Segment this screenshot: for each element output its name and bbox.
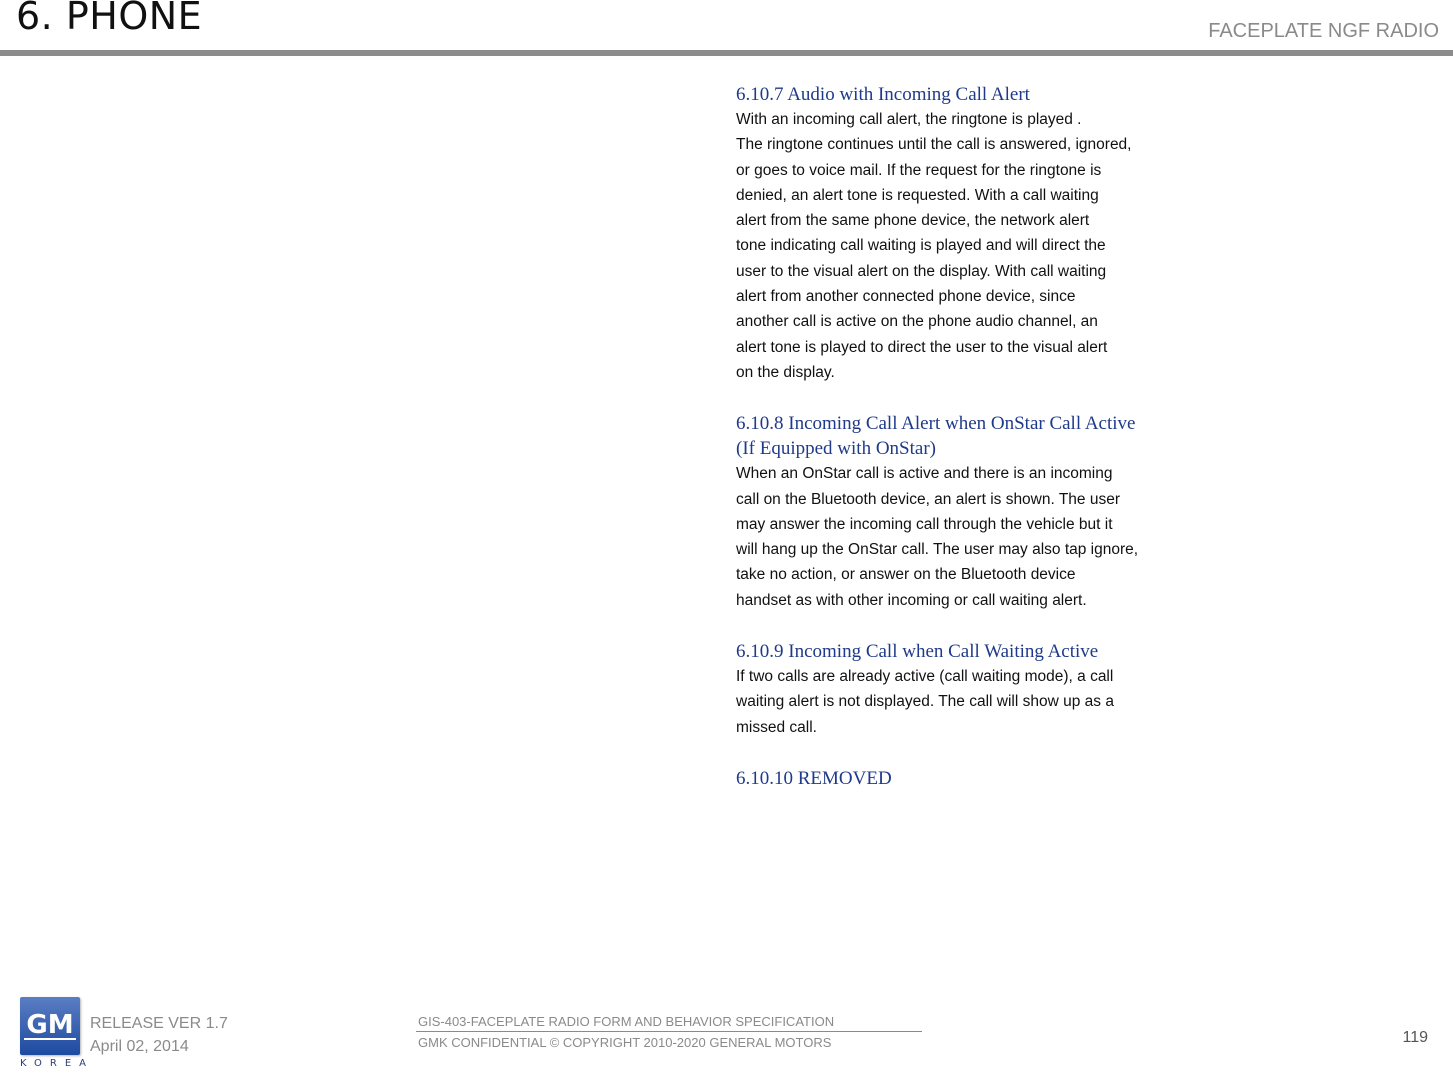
content-column [736,82,1296,817]
section-heading: 6.10.7 Audio with Incoming Call Alert [736,84,1030,105]
section-6-10-9 [736,639,1296,740]
section-heading: 6.10.8 Incoming Call Alert when OnStar Call Active (If Equipped with OnStar) [736,413,1136,460]
page-number: 119 [1402,1029,1428,1046]
section-6-10-8 [736,411,1296,613]
section-body: With an incoming call alert, the ringtone is played . The ringtone continues until the call is answered, ignored, or goes to voice mail. If the request for the ringtone is denied, an alert tone is requested. With a call waiting alert from the same phone device, the network alert tone indicating call waiting is played and will direct the user to the visual alert on the display. With call waiting alert from another connected phone device, since another call is active on the phone audio channel, an alert tone is played to direct the user to the visual alert on the display. [736,111,1132,381]
logo-korea-text: KOREA [20,1058,94,1069]
copyright-notice: GMK CONFIDENTIAL © COPYRIGHT 2010-2020 GENERAL MOTORS [418,1035,832,1050]
document-name: FACEPLATE NGF RADIO [1208,20,1439,42]
section-6-10-7 [736,82,1296,385]
footer-spec [416,1014,922,1050]
header-divider [0,50,1453,56]
section-heading: 6.10.10 REMOVED [736,767,892,789]
logo-gm-text: GM [26,1010,74,1040]
release-version: RELEASE VER 1.7 [90,1015,228,1032]
section-heading: 6.10.9 Incoming Call when Call Waiting Active [736,641,1099,663]
spec-title: GIS-403-FACEPLATE RADIO FORM AND BEHAVIOR SPECIFICATION [416,1014,922,1032]
section-body: If two calls are already active (call waiting mode), a call waiting alert is not displayed. The call will show up as a missed call. [736,668,1114,736]
page-title: 6. PHONE [16,0,203,38]
section-6-10-10 [736,766,1296,791]
gm-logo-icon [20,997,80,1055]
release-info [90,1012,228,1058]
gm-korea-logo [20,997,94,1073]
section-body: When an OnStar call is active and there is an incoming call on the Bluetooth device, an alert is shown. The user may answer the incoming call through the vehicle but it will hang up the OnStar call. The user may also tap ignore, take no action, or answer on the Bluetooth device handset as with other incoming or call waiting alert. [736,465,1139,609]
release-date: April 02, 2014 [90,1038,189,1055]
